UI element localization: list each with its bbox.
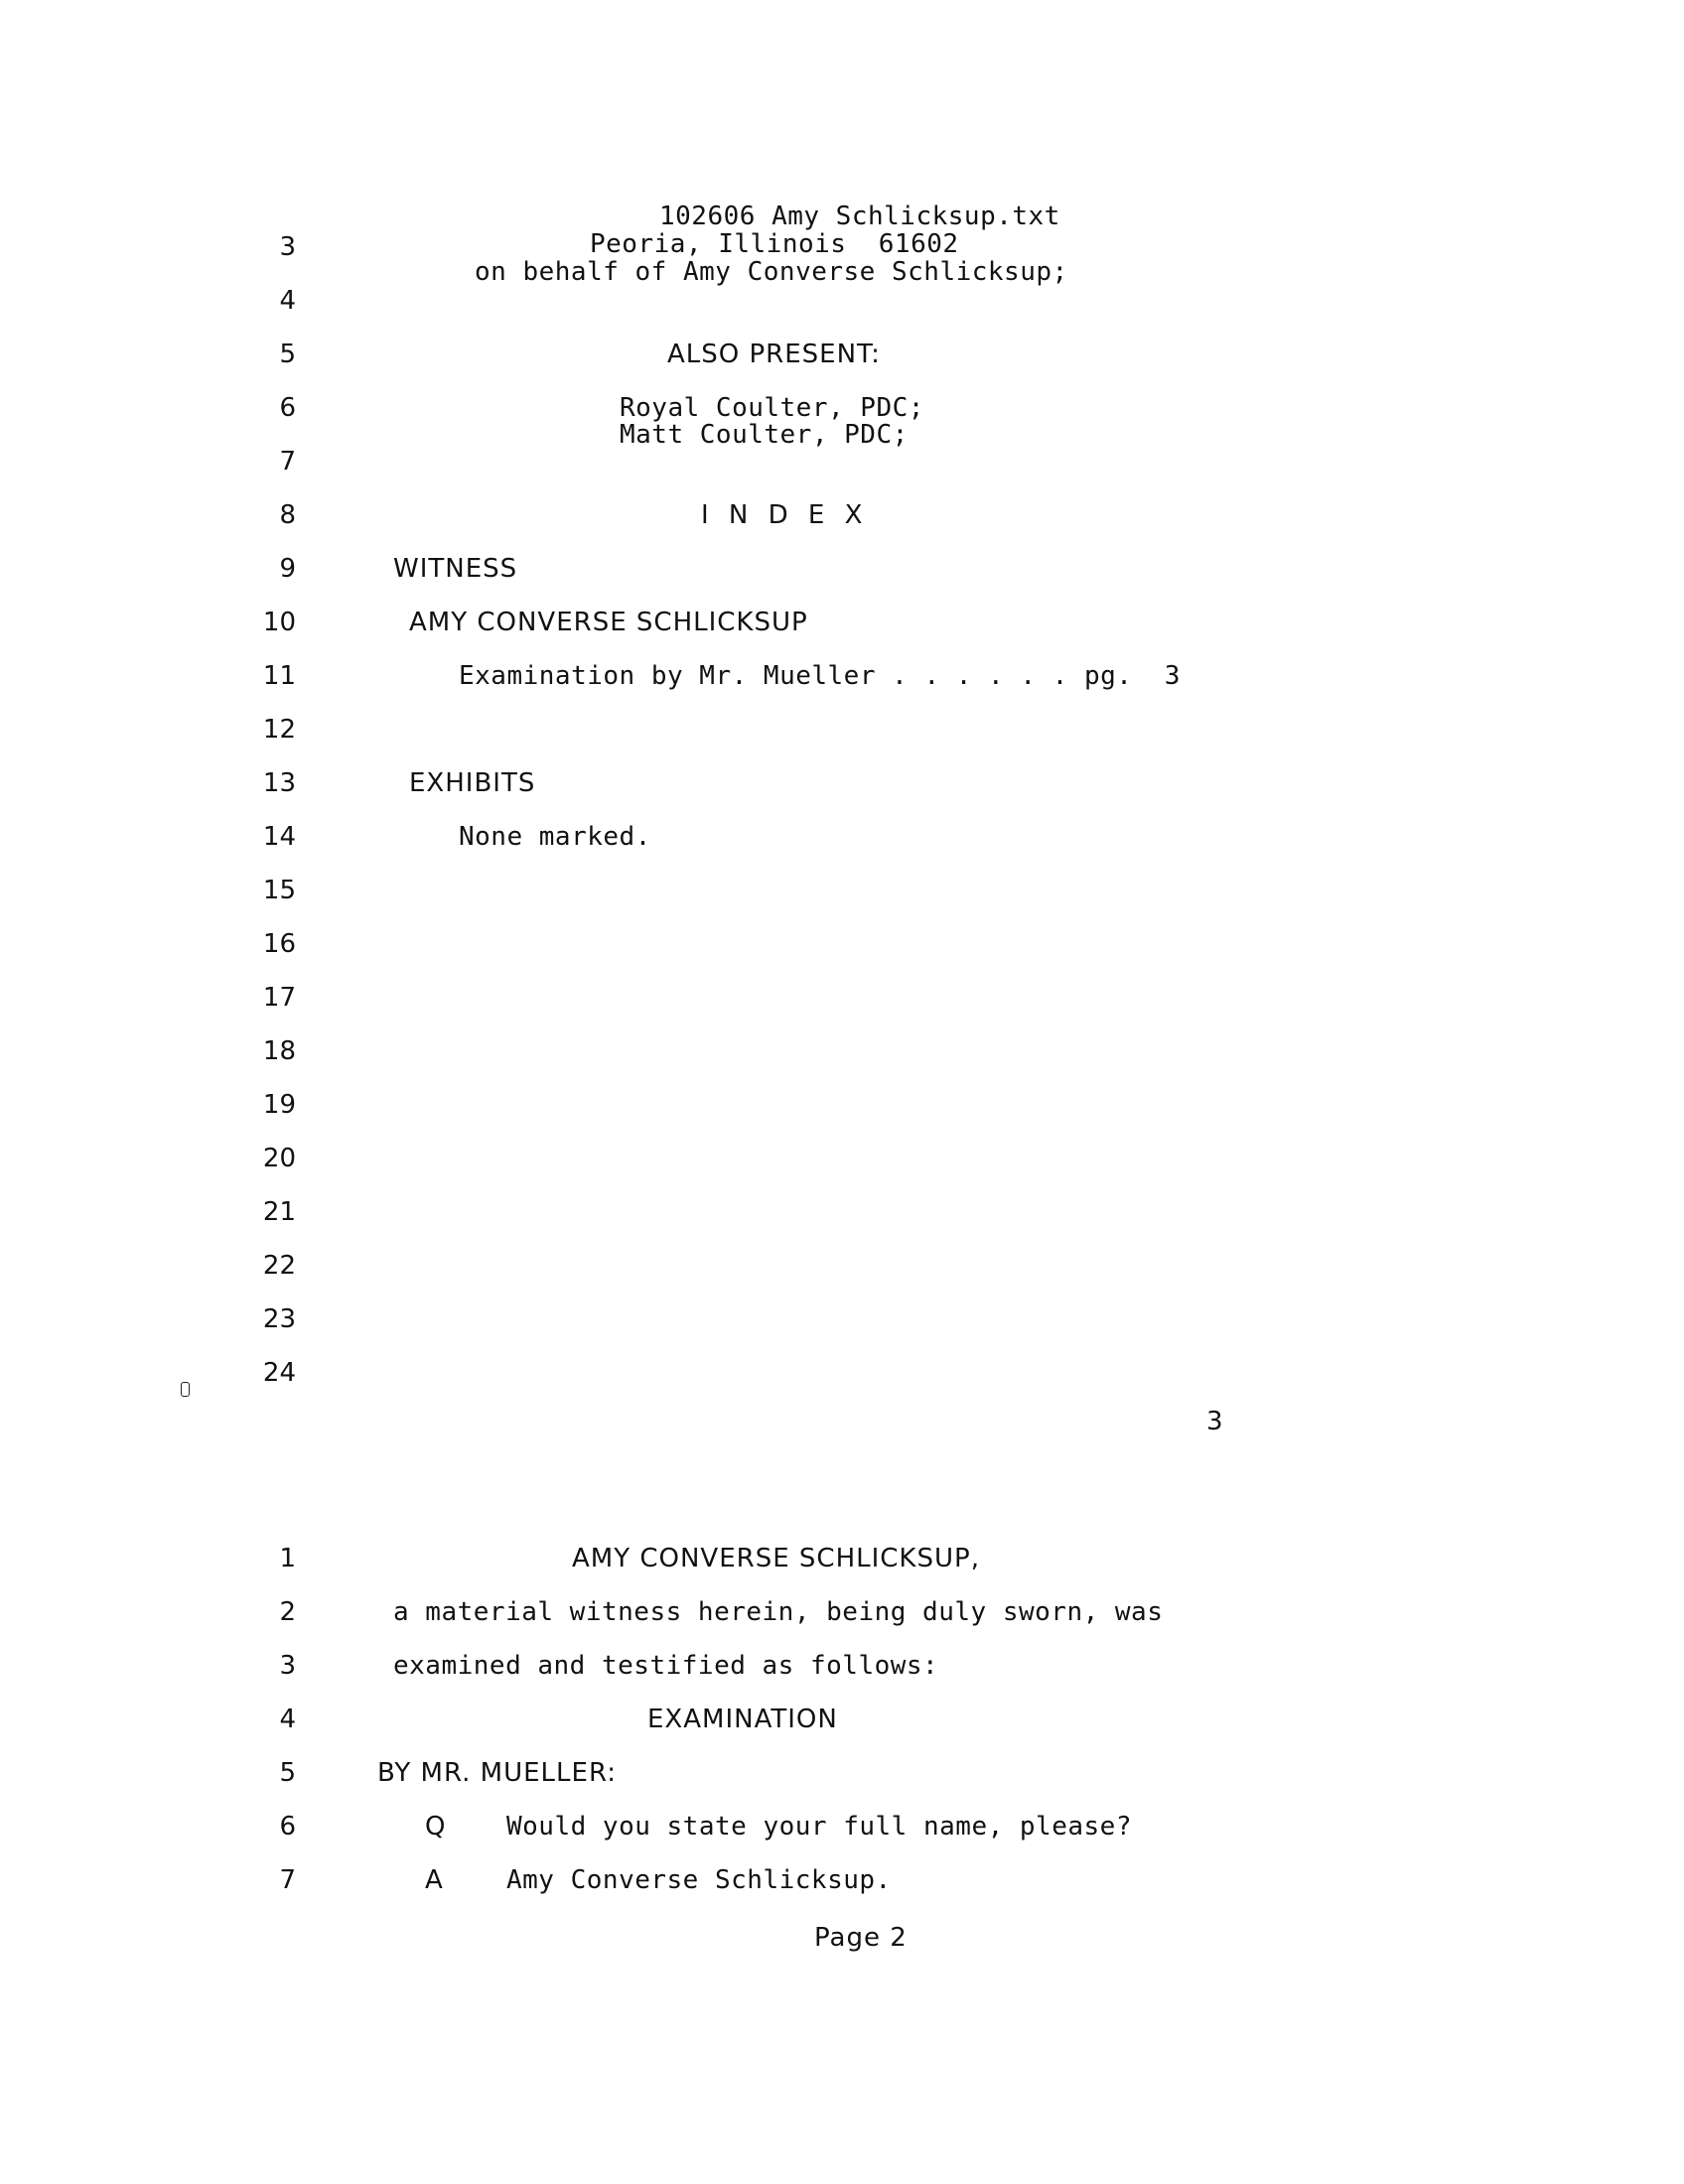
line-number: 24 <box>262 1358 296 1388</box>
line-number: 13 <box>262 768 296 798</box>
line-number: 9 <box>279 554 296 584</box>
page-break-marker-icon <box>181 1382 190 1397</box>
present-person: Matt Coulter, PDC; <box>620 420 909 450</box>
exhibits-entry: None marked. <box>459 822 651 852</box>
line-number: 5 <box>279 1758 296 1788</box>
line-number: 3 <box>279 232 296 262</box>
counsel-behalf-line: on behalf of Amy Converse Schlicksup; <box>475 257 1068 287</box>
line-number: 5 <box>279 340 296 369</box>
address-city: Peoria, Illinois 61602 <box>590 229 959 259</box>
line-number: 19 <box>262 1090 296 1120</box>
line-number: 15 <box>262 876 296 905</box>
present-person: Royal Coulter, PDC; <box>620 393 924 423</box>
answer-label: A <box>425 1865 444 1895</box>
witness-caption: AMY CONVERSE SCHLICKSUP, <box>572 1544 980 1573</box>
line-number: 16 <box>262 929 296 959</box>
exhibits-heading: EXHIBITS <box>409 768 536 798</box>
line-number: 4 <box>279 286 296 316</box>
line-number: 18 <box>262 1036 296 1066</box>
examination-heading: EXAMINATION <box>647 1705 838 1734</box>
line-number: 2 <box>279 1597 296 1627</box>
examination-index-entry: Examination by Mr. Mueller . . . . . . pg. 3 <box>459 661 1181 691</box>
line-number: 22 <box>262 1251 296 1281</box>
testimony-line: a material witness herein, being duly sworn, was <box>393 1597 1164 1627</box>
line-number: 1 <box>279 1544 296 1573</box>
index-title: I N D E X <box>701 500 869 530</box>
line-number: 6 <box>279 1812 296 1842</box>
testimony-line: examined and testified as follows: <box>393 1651 939 1681</box>
line-number: 12 <box>262 715 296 745</box>
document-filename: 102606 Amy Schlicksup.txt <box>659 202 1060 231</box>
line-number: 17 <box>262 983 296 1013</box>
examiner-line: BY MR. MUELLER: <box>377 1758 617 1788</box>
line-number: 4 <box>279 1705 296 1734</box>
line-number: 7 <box>279 447 296 477</box>
line-number: 10 <box>262 608 296 637</box>
line-number: 8 <box>279 500 296 530</box>
line-number: 6 <box>279 393 296 423</box>
question-text: Would you state your full name, please? <box>506 1812 1132 1842</box>
page-footer: Page 2 <box>814 1923 908 1953</box>
line-number: 3 <box>279 1651 296 1681</box>
also-present-heading: ALSO PRESENT: <box>667 340 881 369</box>
line-number: 23 <box>262 1304 296 1334</box>
line-number: 11 <box>262 661 296 691</box>
page-number: 3 <box>1206 1407 1224 1436</box>
line-number: 7 <box>279 1865 296 1895</box>
line-number: 20 <box>262 1144 296 1173</box>
answer-text: Amy Converse Schlicksup. <box>506 1865 892 1895</box>
line-number: 21 <box>262 1197 296 1227</box>
line-number: 14 <box>262 822 296 852</box>
question-label: Q <box>425 1812 447 1842</box>
witness-name: AMY CONVERSE SCHLICKSUP <box>409 608 808 637</box>
witness-heading: WITNESS <box>393 554 518 584</box>
